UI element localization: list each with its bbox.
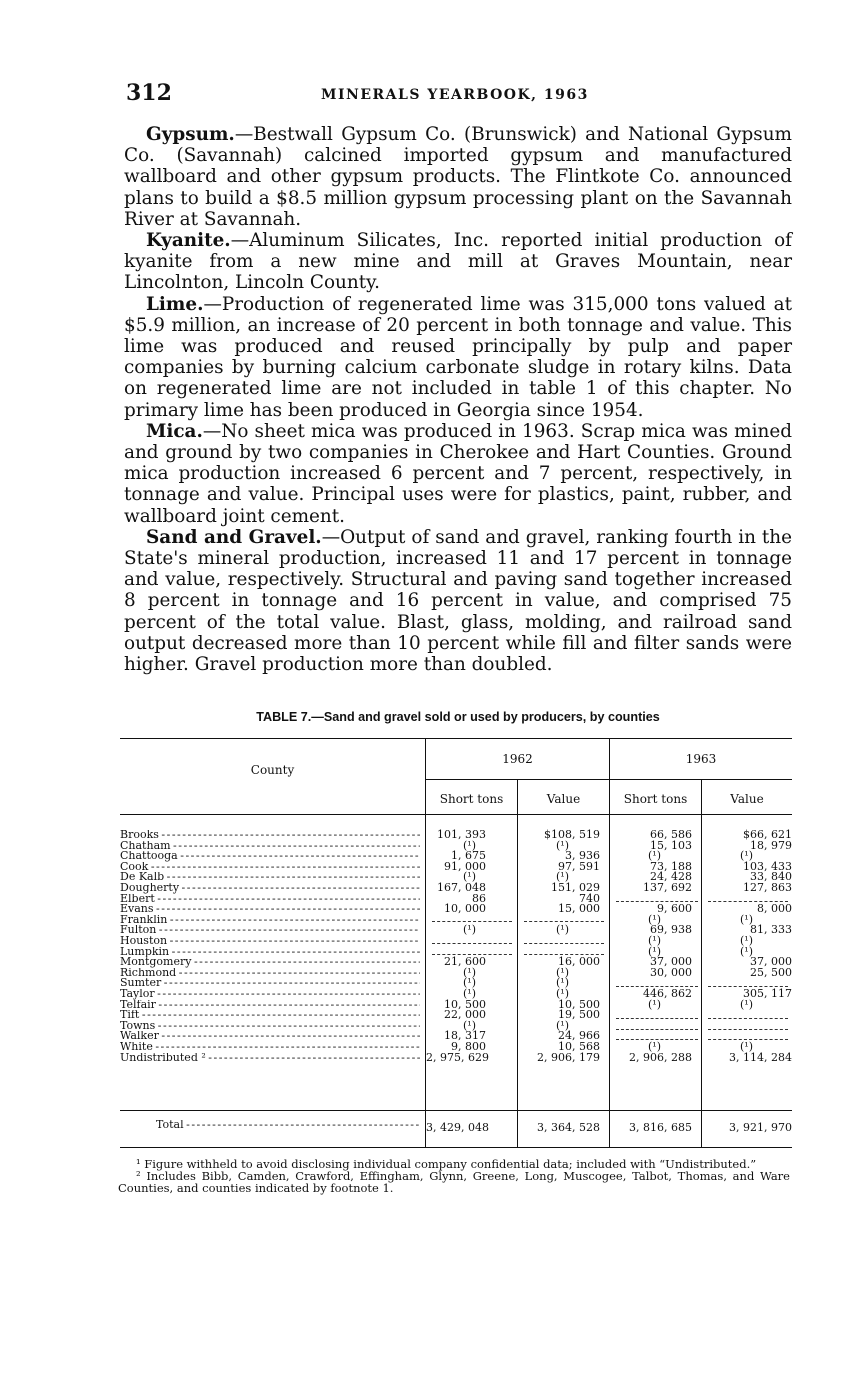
dash-rule [616, 1029, 698, 1030]
paragraph-text: —Aluminum Silicates, Inc. reported initial production of kyanite from a new mine and mill at Graves Mountain, near Lincolnton, Lincoln County. [124, 230, 792, 294]
cell-1962-value: $108, 519 [544, 828, 600, 841]
paragraph-lead: Lime. [146, 293, 204, 315]
cell-1962-value: 3, 936 [565, 849, 600, 863]
cell-1962-tons: (¹) [463, 976, 476, 990]
cell-1963-value: (¹) [740, 1040, 753, 1053]
cell-1963-value: 25, 500 [750, 965, 792, 979]
cell-1962-value: 24, 966 [558, 1029, 600, 1043]
cell-1962-tons: (¹) [463, 987, 476, 1000]
paragraph-gypsum [124, 124, 792, 230]
county-dougherty: Dougherty - - - [120, 883, 420, 894]
county-sumter: Sumter - - - [120, 978, 420, 989]
cell-1962-tons: (¹) [463, 923, 476, 937]
cell-1962-tons: 86 [472, 891, 486, 905]
cell-1963-value: 37, 000 [750, 955, 792, 969]
cell-1962-value: (¹) [556, 965, 569, 979]
cell-1963-tons: (¹) [648, 944, 661, 958]
cell-1963-tons: 15, 103 [650, 838, 692, 852]
year-1963-header: 1963 [685, 752, 717, 766]
county-undistributed: Undistributed ² - - - [120, 1053, 420, 1064]
cell-1962-value: 19, 500 [558, 1008, 600, 1022]
paragraph-kyanite [124, 230, 792, 294]
cell-1963-value: 305, 117 [743, 987, 792, 1000]
cell-1963-tons: 37, 000 [650, 955, 692, 969]
cell-1963-value: (¹) [740, 944, 753, 958]
cell-1963-value: 8, 000 [757, 902, 792, 916]
cell-1963-tons: 66, 586 [650, 828, 692, 841]
cell-1963-tons: (¹) [648, 997, 661, 1011]
paragraph-lead: Sand and Gravel. [146, 526, 322, 548]
paragraph-text: —Production of regenerated lime was 315,000 tons valued at $5.9 million, an increase of 20 percent in both tonnage and value. This lime was produced and reused principally by pulp and paper companies by burning calcium carbonate sludge in rotary kilns. Data on regenerated lime are not included in table 1 of this chapter. No primary lime has been produced in Georgia since 1954. [124, 293, 792, 421]
county-de-kalb: De Kalb - - - [120, 872, 420, 883]
page-number: 312 [126, 80, 172, 106]
paragraph-lime [124, 294, 792, 421]
dash-rule [708, 1018, 788, 1019]
dash-rule [524, 921, 604, 922]
total-rule [120, 1110, 792, 1111]
county-chattooga: Chattooga - - - [120, 851, 420, 862]
paragraph-text: —Bestwall Gypsum Co. (Brunswick) and National Gypsum Co. (Savannah) calcined imported gypsum and manufactured wallboard and other gypsum products. The Flintkote Co. announced plans to build a $8.5 million gypsum processing plant on the Savannah River at Savannah. [124, 124, 792, 230]
county-fulton: Fulton - - - [120, 925, 420, 936]
cell-1962-tons: 18, 317 [444, 1029, 486, 1043]
paragraph-lead: Kyanite. [146, 230, 231, 252]
county-evans: Evans - - - [120, 904, 420, 915]
dash-rule [708, 1029, 788, 1030]
cell-1963-tons: 73, 188 [650, 859, 692, 873]
cell-1962-tons: (¹) [463, 965, 476, 979]
paragraph-lead: Mica. [146, 420, 203, 442]
cell-1963-value: 103, 433 [743, 859, 792, 873]
cell-1962-tons: 10, 000 [444, 902, 486, 916]
cell-1963-value: (¹) [740, 934, 753, 947]
dash-rule [524, 943, 604, 944]
value-header-1963: Value [730, 792, 764, 806]
cell-1962-tons: 101, 393 [437, 828, 486, 841]
paragraph-sand-gravel [124, 527, 792, 675]
paragraph-mica [124, 421, 792, 527]
county-houston: Houston - - - [120, 936, 420, 947]
cell-1963-tons: (¹) [648, 849, 661, 863]
county-tift: Tift - - - [120, 1010, 420, 1021]
cell-1962-value: (¹) [556, 838, 569, 852]
cell-1963-tons: (¹) [648, 1040, 661, 1053]
cell-1962-value: (¹) [556, 923, 569, 937]
short-tons-header-1963: Short tons [623, 792, 688, 806]
cell-1963-value: (¹) [740, 849, 753, 863]
county-walker: Walker - - - [120, 1031, 420, 1042]
sand-gravel-table [120, 738, 792, 1150]
cell-1962-value: 15, 000 [558, 902, 600, 916]
cell-1962-tons: 9, 800 [451, 1040, 486, 1053]
cell-1962-tons: (¹) [463, 1018, 476, 1032]
cell-1963-value: 3, 114, 284 [729, 1050, 792, 1064]
cell-1962-tons: 167, 048 [437, 881, 486, 894]
county-white: White - - - [120, 1042, 420, 1053]
cell-1963-value: 81, 333 [750, 923, 792, 937]
cell-1962-tons: 21, 600 [444, 955, 486, 969]
paragraph-text: —Output of sand and gravel, ranking fourth in the State's mineral production, increased 11 and 17 percent in tonnage and value, respectively. Structural and paving sand together increased 8 percent in tonnage and 16 percent in value, and comprised 75 percent of the total value. Blast, glass, molding, and railroad sand output decreased more than 10 percent while fill and filter sands were higher. Gravel production more than doubled. [124, 526, 793, 676]
county-towns: Towns - - - [120, 1021, 420, 1032]
paragraph-lead: Gypsum. [146, 124, 235, 145]
dash-rule [432, 921, 512, 922]
cell-1962-value: (¹) [556, 1018, 569, 1032]
cell-1963-tons: 9, 600 [657, 902, 692, 916]
total-1962-tons: 3, 429, 048 [426, 1121, 489, 1134]
cell-1963-value: (¹) [740, 997, 753, 1011]
cell-1963-tons: (¹) [648, 912, 661, 926]
cell-1962-tons: (¹) [463, 870, 476, 884]
county-header: County [250, 763, 295, 777]
cell-1962-value: 97, 591 [558, 859, 600, 873]
cell-1962-value: 16, 000 [558, 955, 600, 969]
county-franklin: Franklin - - - [120, 915, 420, 926]
footnote-2: ² Includes Bibb, Camden, Crawford, Effingham, Glynn, Greene, Long, Muscogee, Talbot, Thomas, and Ware Counties, and counties indicated by footnote 1. [118, 1169, 790, 1195]
total-1963-value: 3, 921, 970 [729, 1121, 792, 1134]
cell-1962-value: 2, 906, 179 [537, 1050, 600, 1064]
cell-1963-value: 127, 863 [743, 881, 792, 894]
cell-1962-tons: 2, 975, 629 [426, 1050, 489, 1064]
paragraph-text: —No sheet mica was produced in 1963. Scrap mica was mined and ground by two companies in Cherokee and Hart Counties. Ground mica production increased 6 percent and 7 percent, respectively, in tonnage and value. Principal uses were for plastics, paint, rubber, and wallboard joint cement. [124, 420, 792, 527]
cell-1962-value: 10, 568 [558, 1040, 600, 1053]
cell-1962-value: 151, 029 [551, 881, 600, 894]
county-taylor: Taylor - - - [120, 989, 420, 1000]
footnote-1: ¹ Figure withheld to avoid disclosing individual company confidential data; included with “Undistributed.” [136, 1157, 757, 1171]
short-tons-header-1962: Short tons [439, 792, 504, 806]
col-divider [517, 779, 518, 1148]
page-header [126, 80, 792, 110]
total-1962-value: 3, 364, 528 [537, 1121, 600, 1134]
county-richmond: Richmond - - - [120, 968, 420, 979]
cell-1962-tons: (¹) [463, 838, 476, 852]
running-title: MINERALS YEARBOOK, 1963 [321, 87, 589, 103]
footnotes [118, 1158, 790, 1194]
county-brooks: Brooks - - - [120, 830, 420, 841]
county-elbert: Elbert - - - [120, 894, 420, 905]
total-1963-tons: 3, 816, 685 [629, 1121, 692, 1134]
cell-1963-value: 18, 979 [750, 838, 792, 852]
dash-rule [432, 943, 512, 944]
cell-1962-value: 740 [579, 891, 600, 905]
header-rule [120, 814, 792, 815]
table-top-rule [120, 738, 792, 739]
county-telfair: Telfair - - - [120, 1000, 420, 1011]
body-text [124, 124, 792, 675]
col-divider [701, 779, 702, 1148]
value-header-1962: Value [546, 792, 581, 806]
cell-1962-value: 10, 500 [558, 997, 600, 1011]
cell-1963-tons: 30, 000 [650, 965, 692, 979]
cell-1963-tons: 24, 428 [650, 870, 692, 884]
cell-1962-tons: 91, 000 [444, 859, 486, 873]
total-label: Total - - - [120, 1120, 420, 1131]
county-chatham: Chatham - - - [120, 841, 420, 852]
county-montgomery: Montgomery - - - [120, 957, 420, 968]
table-bottom-rule [120, 1147, 792, 1148]
cell-1963-value: (¹) [740, 912, 753, 926]
cell-1962-value: (¹) [556, 976, 569, 990]
cell-1963-tons: 137, 692 [643, 881, 692, 894]
cell-1963-tons: 446, 862 [643, 987, 692, 1000]
year-1962-header: 1962 [502, 752, 533, 766]
table-title: TABLE 7.—Sand and gravel sold or used by producers, by counties [256, 710, 660, 724]
cell-1962-value: (¹) [556, 870, 569, 884]
cell-1962-tons: 1, 675 [451, 849, 486, 863]
county-lumpkin: Lumpkin - - - [120, 947, 420, 958]
dash-rule [616, 1018, 698, 1019]
cell-1962-value: (¹) [556, 987, 569, 1000]
cell-1963-value: 33, 840 [750, 870, 792, 884]
cell-1963-value: $66, 621 [743, 828, 792, 841]
cell-1962-tons: 10, 500 [444, 997, 486, 1011]
cell-1962-tons: 22, 000 [444, 1008, 486, 1022]
county-cook: Cook - - - [120, 862, 420, 873]
cell-1963-tons: (¹) [648, 934, 661, 947]
cell-1963-tons: 69, 938 [650, 923, 692, 937]
cell-1963-tons: 2, 906, 288 [629, 1050, 692, 1064]
